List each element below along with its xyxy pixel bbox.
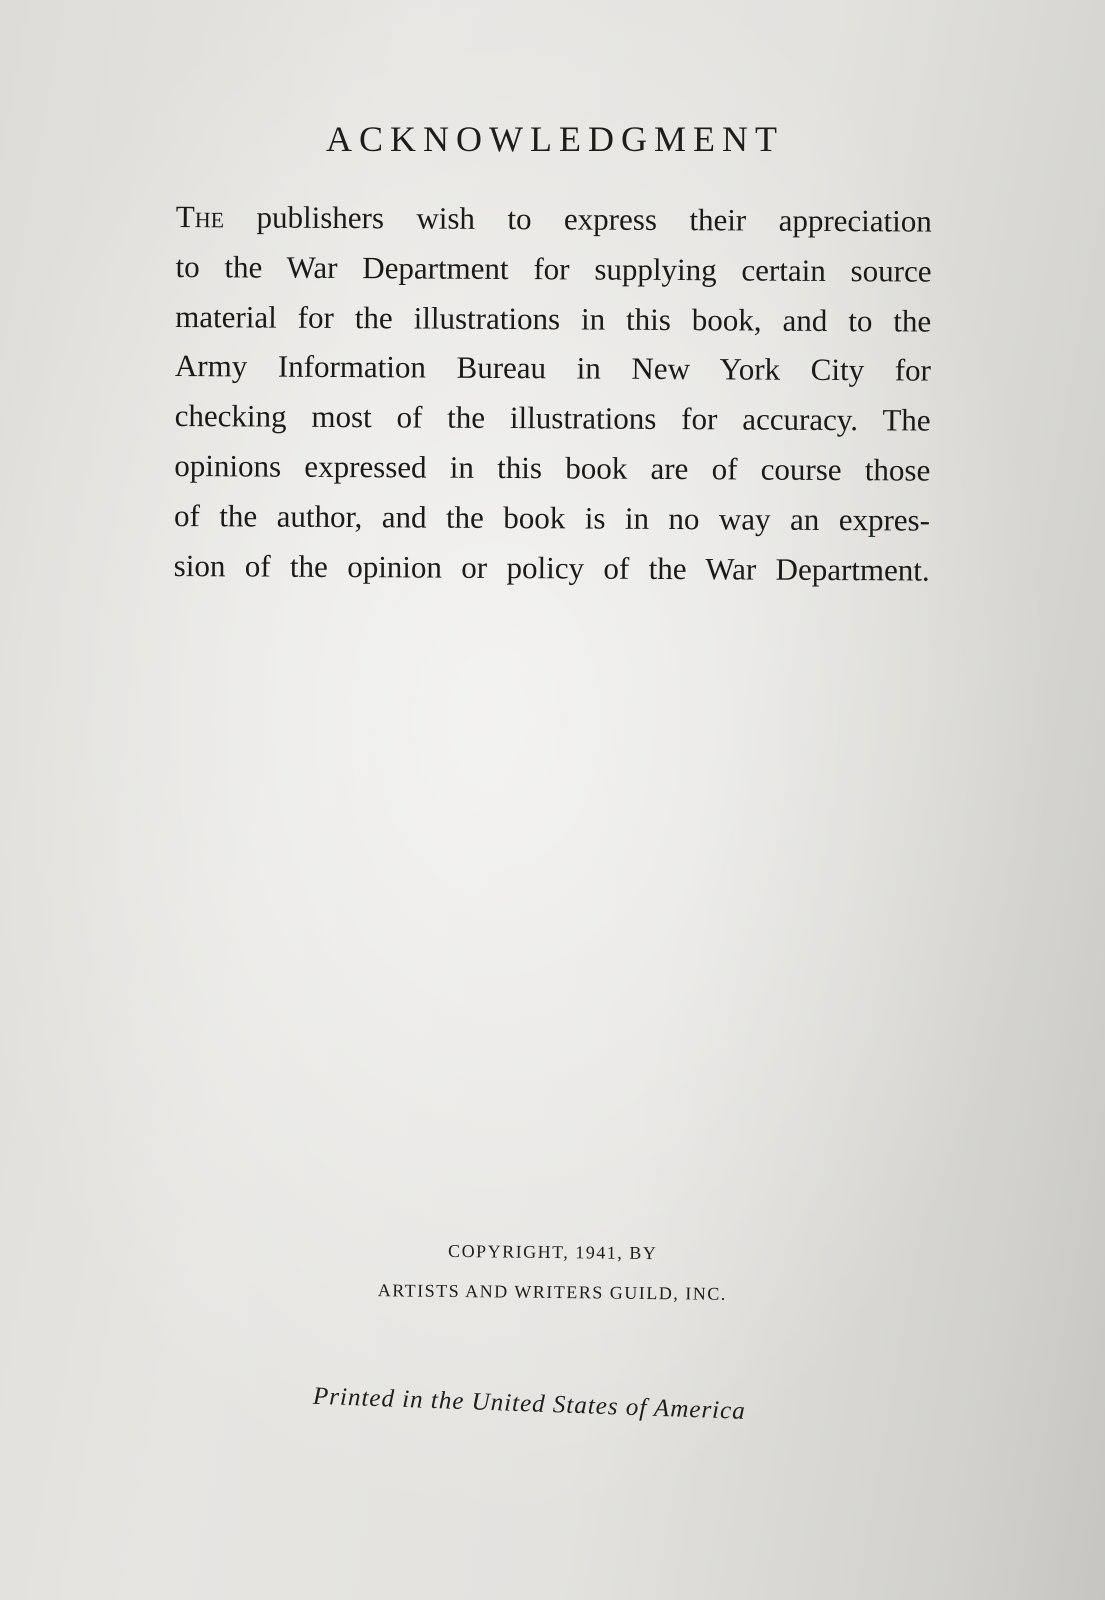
paragraph-line-text: publishers wish to express their appreciation	[224, 199, 932, 239]
publisher-line: ARTISTS AND WRITERS GUILD, INC.	[377, 1280, 727, 1304]
paragraph-lead-word: The	[175, 198, 225, 235]
copyright-line: COPYRIGHT, 1941, BY	[448, 1240, 658, 1264]
paragraph-line	[176, 192, 932, 246]
paragraph-line: checking most of the illustrations for accuracy. The	[174, 398, 931, 438]
paragraph-line: Army Information Bureau in New York City for	[174, 348, 932, 389]
paragraph-line: to the War Department for supplying certain source	[175, 248, 932, 289]
acknowledgment-paragraph	[174, 192, 932, 595]
paragraph-line: sion of the opinion or policy of the War Department.	[173, 547, 930, 588]
paragraph-line: of the author, and the book is in no way an expres-	[173, 497, 931, 538]
acknowledgment-heading: ACKNOWLEDGMENT	[326, 119, 784, 159]
paragraph-line: opinions expressed in this book are of course those	[174, 447, 931, 488]
paragraph-line: material for the illustrations in this book, and to the	[175, 298, 932, 339]
copyright-notice	[0, 1226, 1105, 1318]
printed-in-line: Printed in the United States of America	[312, 1382, 747, 1425]
